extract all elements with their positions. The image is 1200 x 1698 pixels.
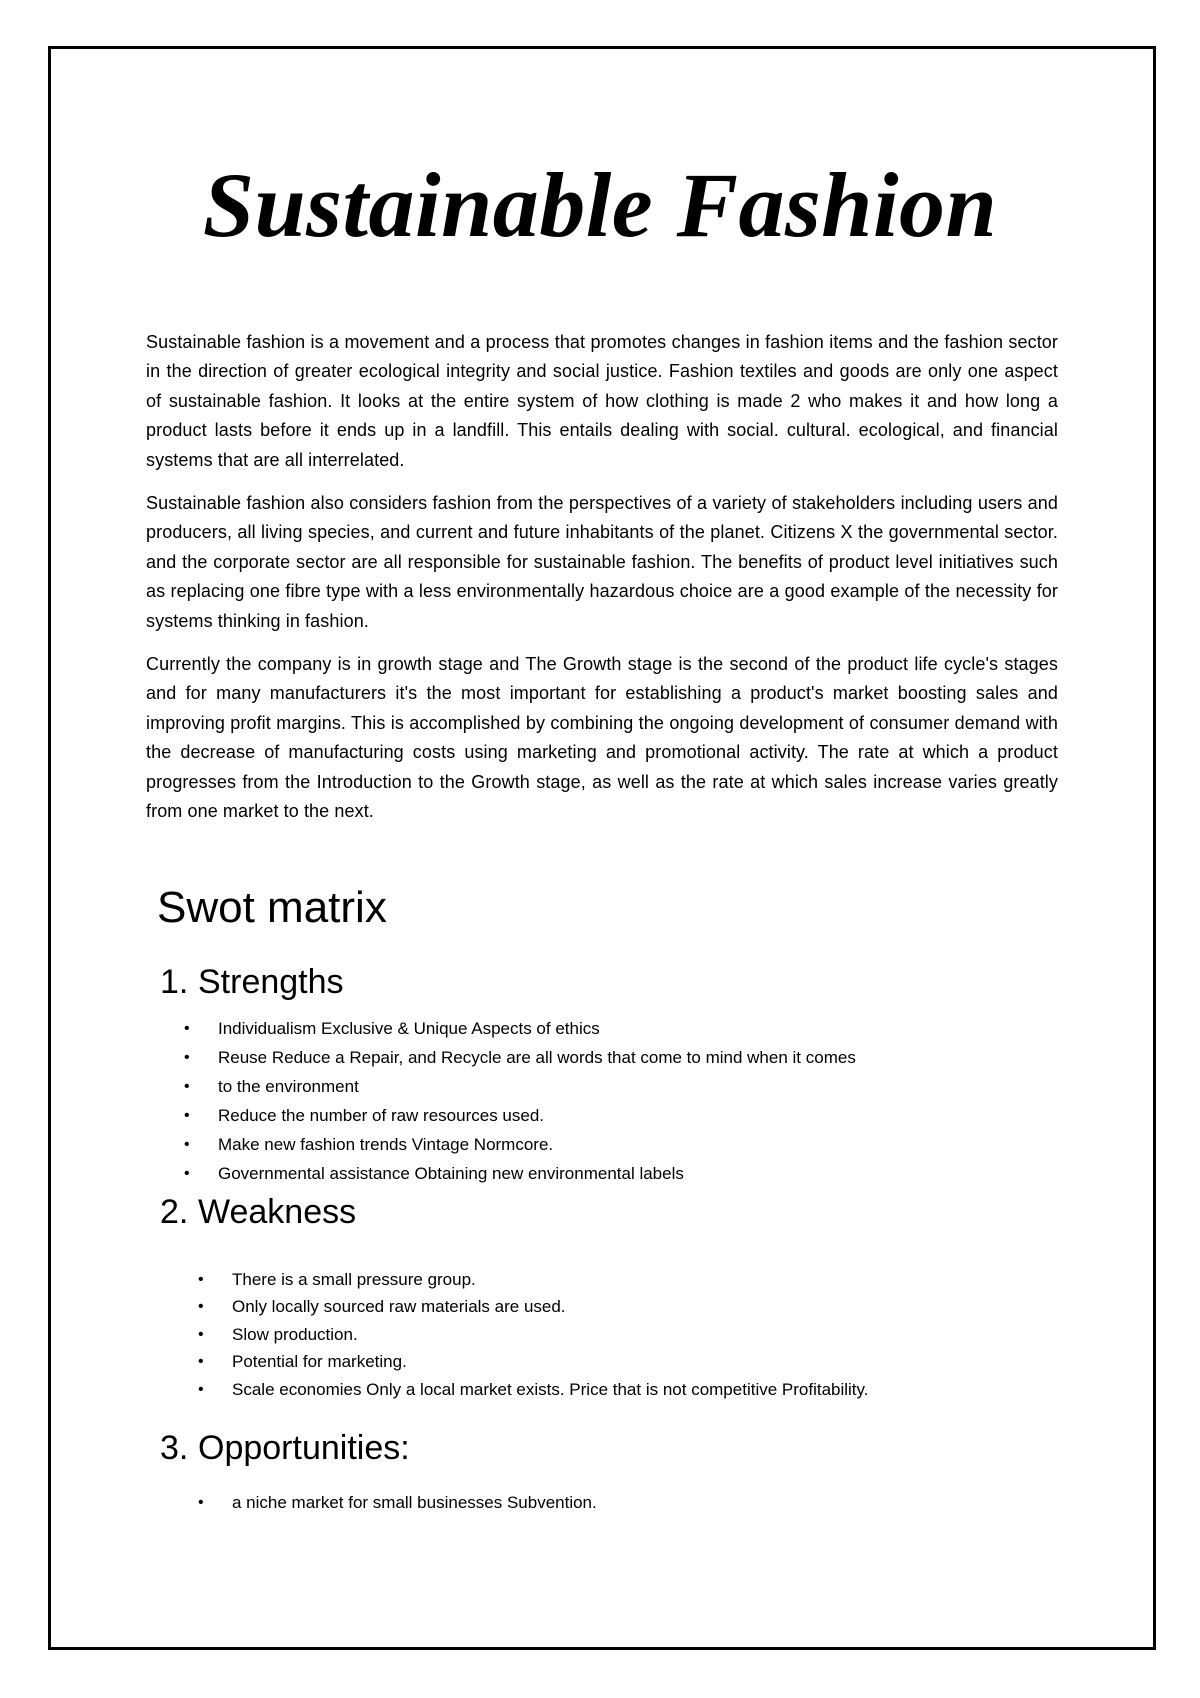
section-number: 3. [160,1429,189,1467]
section-heading-strengths [160,960,344,1004]
list-item-text: Scale economies Only a local market exists. Price that is not competitive Profitability. [232,1379,869,1399]
bullet-icon: • [184,1020,190,1037]
list-item [198,1266,869,1293]
bullet-icon: • [184,1136,190,1153]
list-item-text: There is a small pressure group. [232,1270,476,1289]
list-item [198,1293,869,1320]
list-item-text: Reuse Reduce a Repair, and Recycle are all words that come to mind when it comes [218,1048,856,1067]
list-item [198,1321,869,1348]
list-item [184,1043,856,1072]
bullet-icon: • [198,1325,204,1343]
bullet-icon: • [184,1165,190,1182]
list-item-text: to the environment [218,1077,359,1096]
list-item [184,1072,856,1101]
bullet-icon: • [198,1353,204,1371]
body-text [146,328,1058,841]
bullet-icon: • [184,1107,190,1124]
opportunities-list [198,1488,597,1517]
list-item-text: Governmental assistance Obtaining new environmental labels [218,1164,684,1183]
bullet-icon: • [198,1271,204,1288]
list-item [198,1376,869,1403]
bullet-icon: • [184,1078,190,1095]
list-item [184,1014,856,1043]
section-heading-opportunities [160,1426,410,1470]
list-item [184,1101,856,1130]
section-title: Opportunities: [198,1429,410,1467]
bullet-icon: • [198,1380,204,1398]
section-title: Strengths [198,963,344,1001]
list-item-text: Reduce the number of raw resources used. [218,1106,545,1125]
list-item [198,1488,597,1517]
page-border [48,46,1156,1650]
list-item-text: Potential for marketing. [232,1352,407,1372]
list-item [184,1159,856,1188]
weakness-list [198,1266,869,1403]
bullet-icon: • [184,1049,190,1066]
list-item-text: a niche market for small businesses Subvention. [232,1493,597,1512]
bullet-icon: • [198,1298,204,1316]
list-item-text: Only locally sourced raw materials are used. [232,1297,566,1317]
list-item-text: Individualism Exclusive & Unique Aspects of ethics [218,1019,600,1038]
section-number: 2. [160,1193,189,1231]
paragraph-intro: Sustainable fashion is a movement and a process that promotes changes in fashion items and the fashion sector in the direction of greater ecological integrity and social justice. Fashion textiles and goods are only one aspect of sustainable fashion. It looks at the entire system of how clothing is made 2 who makes it and how long a product lasts before it ends up in a landfill. This entails dealing with social. cultural. ecological, and financial systems that are all interrelated. [146,332,1058,470]
paragraph-stakeholders: Sustainable fashion also considers fashion from the perspectives of a variety of stakeholders including users and producers, all living species, and current and future inhabitants of the planet. Citizens X the governmental sector. and the corporate sector are all responsible for sustainable fashion. The benefits of product level initiatives such as replacing one fibre type with a less environmentally hazardous choice are a good example of the necessity for systems thinking in fashion. [146,493,1058,631]
swot-heading: Swot matrix [157,883,387,932]
list-item-text: Make new fashion trends Vintage Normcore. [218,1135,554,1154]
section-heading-weakness [160,1190,356,1234]
section-number: 1. [160,963,189,1001]
section-title: Weakness [198,1193,357,1231]
strengths-list [184,1014,856,1188]
paragraph-growth-stage: Currently the company is in growth stage and The Growth stage is the second of the product life cycle's stages and for many manufacturers it's the most important for establishing a product's market boosting sales and improving profit margins. This is accomplished by combining the ongoing development of consumer demand with the decrease of manufacturing costs using marketing and promotional activity. The rate at which a product progresses from the Introduction to the Growth stage, as well as the rate at which sales increase varies greatly from one market to the next. [146,654,1058,822]
document-title: Sustainable Fashion [202,154,998,256]
list-item [184,1130,856,1159]
bullet-icon: • [198,1494,204,1511]
list-item [198,1348,869,1375]
list-item-text: Slow production. [232,1324,358,1344]
